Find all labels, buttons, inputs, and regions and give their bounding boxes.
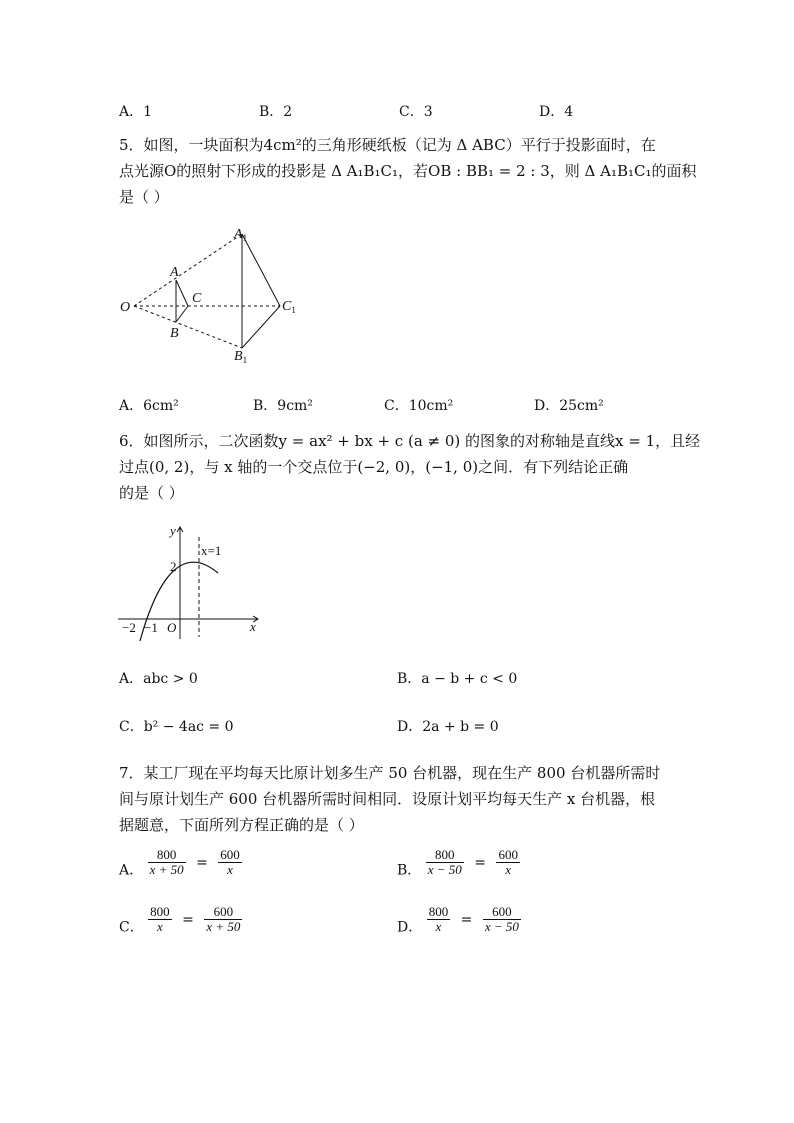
q6-parabola-figure [112,515,272,645]
q4-option-a: A．1 [119,104,153,120]
q7-option-d: D． $\frac{800}{x}$ = $\frac{600}{x - 50}$ [397,904,519,936]
q7-option-a: A． $\frac{800}{x + 50}$ = $\frac{600}{x}$ [119,847,240,879]
left-fraction: $\frac{800}{x - 50}$ [427,847,462,877]
q6-option-c: C．b² − 4ac = 0 [119,719,234,735]
right-fraction: $\frac{600}{x}$ [498,847,518,877]
q7-stem-line-2: 间与原计划生产 600 台机器所需时间相同．设原计划平均每天生产 x 台机器，根 [119,790,656,808]
q7-option-b: B． $\frac{800}{x - 50}$ = $\frac{600}{x}$ [397,847,518,879]
edge-bc [176,306,188,322]
q5-option-d: D．25cm² [534,398,604,414]
ray-o-b1 [134,306,242,348]
label-b: B [170,326,179,341]
q6-option-a: A．abc > 0 [119,671,198,687]
q4-option-d: D．4 [539,104,574,120]
q7-stem-line-3: 据题意，下面所列方程正确的是（ ） [119,816,364,834]
edge-ac [176,280,188,306]
right-fraction: $\frac{600}{x}$ [220,847,240,877]
symmetry-axis-label: x=1 [201,543,222,558]
origin-label: O [167,620,177,635]
edge-a1c1 [242,234,280,306]
label-a1: $A_1$ [234,227,248,243]
label-c: C [192,291,202,306]
q5-stem-line-3: 是（ ） [119,188,169,206]
q7-stem-line-1: 7．某工厂现在平均每天比原计划多生产 50 台机器，现在生产 800 台机器所需时 [119,764,661,782]
q6-stem-line-1: 6．如图所示，二次函数y = ax² + bx + c (a ≠ 0) 的图象的对称轴是直线x = 1，且经 [119,432,701,450]
left-fraction: $\frac{800}{x}$ [428,904,449,934]
q5-projection-figure [112,220,312,370]
q6-stem-line-3: 的是（ ） [119,484,184,502]
edge-b1c1 [242,306,280,348]
q5-option-c: C．10cm² [384,398,454,414]
q5-stem-line-2: 点光源O的照射下形成的投影是 Δ A₁B₁C₁，若OB : BB₁ = 2 : 3，则 Δ A₁B₁C₁的面积 [119,162,697,180]
label-o: O [120,300,131,315]
q4-option-c: C．3 [399,104,433,120]
option-letter: C． [119,919,144,936]
tick-label-neg2: −2 [122,620,136,635]
y-axis-label: y [170,523,176,538]
right-fraction: $\frac{600}{x - 50}$ [484,904,519,934]
q5-option-b: B．9cm² [253,398,313,414]
x-axis-label: x [250,619,256,634]
label-b1: $B_1$ [234,349,248,365]
tick-label-neg1: −1 [144,620,158,635]
tick-label-2: 2 [170,559,177,574]
q6-option-b: B．a − b + c < 0 [397,671,518,687]
left-fraction: $\frac{800}{x}$ [150,904,170,934]
q5-option-a: A．6cm² [119,398,179,414]
q7-option-c: C． $\frac{800}{x}$ = $\frac{600}{x + 50}$ [119,904,241,936]
q6-stem-line-2: 过点(0, 2)，与 x 轴的一个交点位于(−2, 0)，(−1, 0)之间．有下列结论正确 [119,458,629,476]
left-fraction: $\frac{800}{x + 50}$ [149,847,184,877]
label-c1: $C_1$ [282,299,296,315]
label-a: A [170,265,179,280]
option-letter: B． [397,862,422,879]
right-fraction: $\frac{600}{x + 50}$ [206,904,241,934]
q4-option-b: B．2 [259,104,293,120]
q6-option-d: D．2a + b = 0 [397,719,499,735]
q5-stem-line-1: 5．如图，一块面积为4cm²的三角形硬纸板（记为 Δ ABC）平行于投影面时，在 [119,136,656,154]
option-letter: D． [397,919,423,936]
option-letter: A． [119,862,144,879]
ray-o-a1 [134,234,242,306]
